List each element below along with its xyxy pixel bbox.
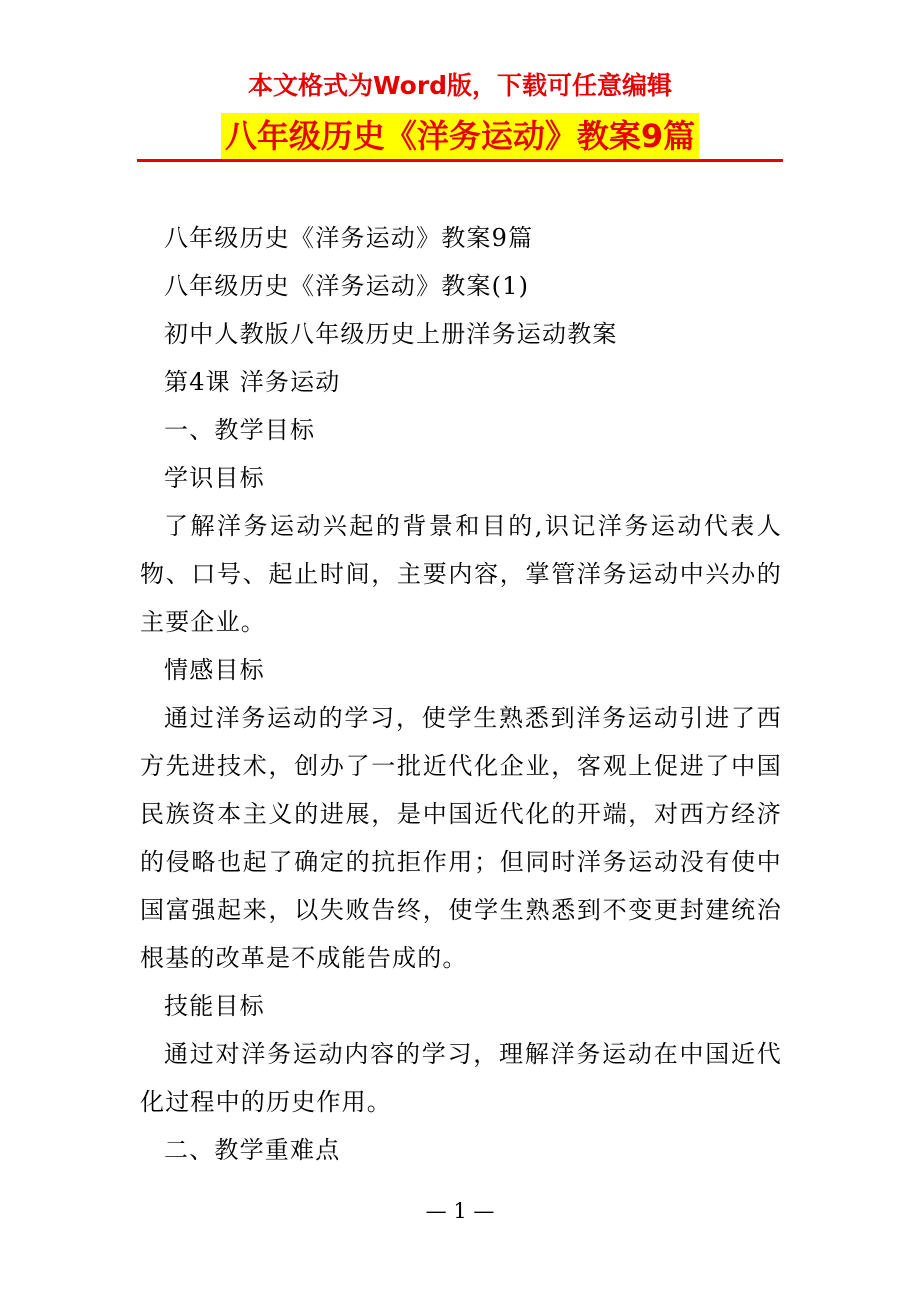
paragraph-knowledge-goals: 了解洋务运动兴起的背景和目的,识记洋务运动代表人物、口号、起止时间，主要内容，掌管洋务运动中兴办的主要企业。: [140, 512, 782, 636]
paragraph-lesson-plan-1: 八年级历史《洋务运动》教案(1): [164, 272, 530, 300]
paragraph-textbook-info: 初中人教版八年级历史上册洋务运动教案: [164, 320, 618, 348]
paragraph-heading-repeat: 八年级历史《洋务运动》教案9篇: [164, 224, 534, 252]
title-divider: [137, 159, 783, 162]
subheading-knowledge-goals: 学识目标: [164, 464, 265, 492]
title-container: [0, 113, 920, 159]
paragraph-skill-goals: 通过对洋务运动内容的学习，理解洋务运动在中国近代化过程中的历史作用。: [140, 1040, 782, 1116]
document-body: [140, 214, 782, 1174]
paragraph-emotional-goals: 通过洋务运动的学习，使学生熟悉到洋务运动引进了西方先进技术，创办了一批近代化企业，客观上促进了中国民族资本主义的进展，是中国近代化的开端，对西方经济的侵略也起了确定的抗拒作用；但同时洋务运动没有使中国富强起来，以失败告终，使学生熟悉到不变更封建统治根基的改革是不成能告成的。: [140, 704, 782, 972]
download-notice-banner: 本文格式为Word版，下载可任意编辑: [247, 71, 673, 100]
section-heading-key-points: 二、教学重难点: [164, 1136, 341, 1164]
subheading-skill-goals: 技能目标: [164, 992, 265, 1020]
subheading-emotional-goals: 情感目标: [164, 656, 265, 684]
page-number: — 1 —: [425, 1199, 495, 1223]
document-title: 八年级历史《洋务运动》教案9篇: [221, 113, 699, 159]
paragraph-lesson-title: 第4课 洋务运动: [164, 368, 341, 396]
section-heading-teaching-goals: 一、教学目标: [164, 416, 316, 444]
